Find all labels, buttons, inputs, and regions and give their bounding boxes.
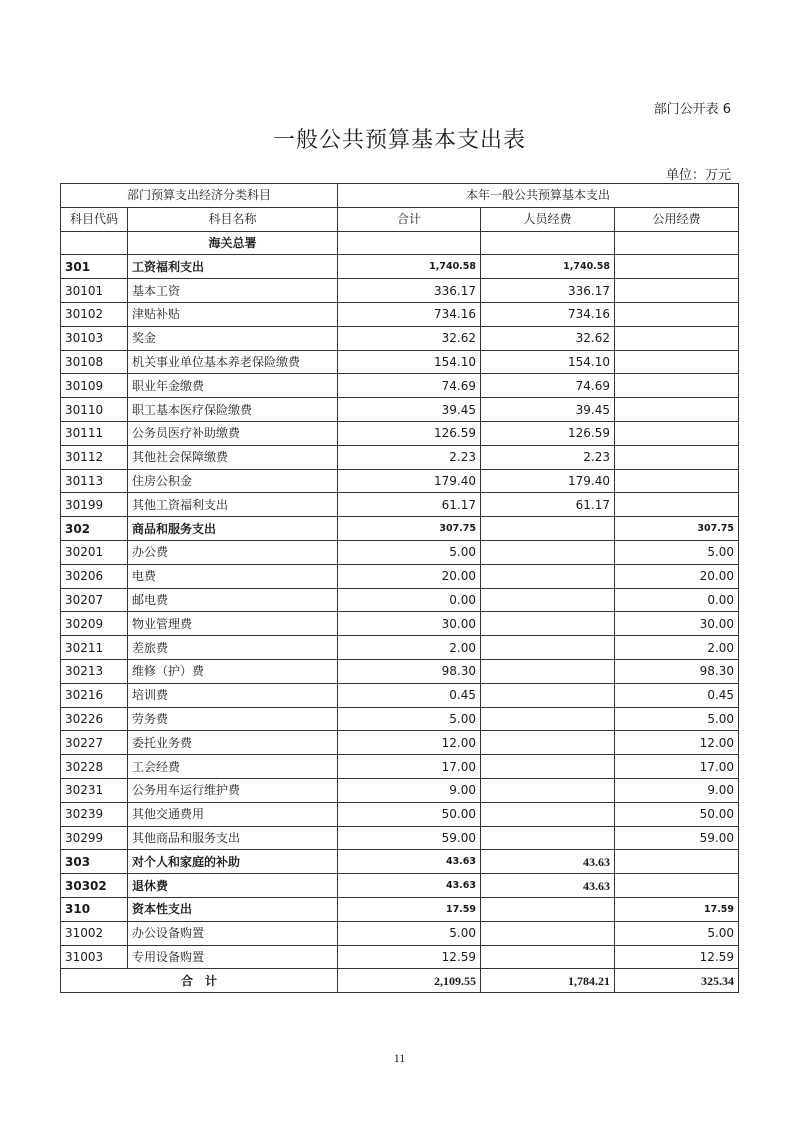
row-personnel	[481, 731, 615, 755]
row-name: 其他工资福利支出	[128, 493, 338, 517]
row-public	[615, 255, 739, 279]
row-personnel	[481, 921, 615, 945]
row-code: 30226	[61, 707, 128, 731]
row-code: 30103	[61, 326, 128, 350]
row-public: 0.45	[615, 683, 739, 707]
row-personnel	[481, 540, 615, 564]
row-name: 其他交通费用	[128, 802, 338, 826]
row-public: 12.00	[615, 731, 739, 755]
row-name: 奖金	[128, 326, 338, 350]
row-code: 302	[61, 517, 128, 541]
row-name: 津贴补贴	[128, 302, 338, 326]
row-personnel: 43.63	[481, 850, 615, 874]
row-name: 委托业务费	[128, 731, 338, 755]
table-row	[61, 326, 739, 350]
row-code: 30111	[61, 421, 128, 445]
row-code: 30201	[61, 540, 128, 564]
row-code: 31003	[61, 945, 128, 969]
table-row	[61, 350, 739, 374]
dept-code-cell	[61, 231, 128, 255]
row-personnel: 126.59	[481, 421, 615, 445]
row-public	[615, 493, 739, 517]
table-row	[61, 374, 739, 398]
table-row	[61, 802, 739, 826]
row-public	[615, 874, 739, 898]
row-name: 住房公积金	[128, 469, 338, 493]
row-personnel	[481, 826, 615, 850]
total-sum: 2,109.55	[338, 969, 481, 993]
row-total: 179.40	[338, 469, 481, 493]
header-group-row	[61, 184, 739, 208]
row-total: 32.62	[338, 326, 481, 350]
header-personnel: 人员经费	[481, 207, 615, 231]
table-row	[61, 826, 739, 850]
row-total: 0.45	[338, 683, 481, 707]
unit-label: 单位：万元	[665, 168, 731, 183]
header-column-row	[61, 207, 739, 231]
row-code: 301	[61, 255, 128, 279]
row-total: 50.00	[338, 802, 481, 826]
row-public	[615, 279, 739, 303]
table-row	[61, 731, 739, 755]
row-code: 30108	[61, 350, 128, 374]
row-total: 39.45	[338, 398, 481, 422]
row-name: 退休费	[128, 874, 338, 898]
row-personnel	[481, 659, 615, 683]
table-row	[61, 302, 739, 326]
row-public: 17.00	[615, 755, 739, 779]
dept-row	[61, 231, 739, 255]
row-public: 9.00	[615, 778, 739, 802]
row-public: 5.00	[615, 921, 739, 945]
row-code: 30228	[61, 755, 128, 779]
row-personnel	[481, 707, 615, 731]
header-code: 科目代码	[61, 207, 128, 231]
row-name: 公务用车运行维护费	[128, 778, 338, 802]
row-personnel: 336.17	[481, 279, 615, 303]
table-row	[61, 588, 739, 612]
row-public	[615, 350, 739, 374]
row-code: 30207	[61, 588, 128, 612]
row-public	[615, 398, 739, 422]
dept-total-cell	[338, 231, 481, 255]
row-total: 5.00	[338, 707, 481, 731]
row-code: 30112	[61, 445, 128, 469]
row-code: 303	[61, 850, 128, 874]
page-number: 11	[393, 1051, 406, 1065]
table-row	[61, 517, 739, 541]
row-code: 30113	[61, 469, 128, 493]
header-total: 合计	[338, 207, 481, 231]
row-personnel: 734.16	[481, 302, 615, 326]
row-total: 43.63	[338, 874, 481, 898]
row-personnel: 2.23	[481, 445, 615, 469]
row-total: 12.00	[338, 731, 481, 755]
row-personnel	[481, 778, 615, 802]
row-public: 12.59	[615, 945, 739, 969]
header-name: 科目名称	[128, 207, 338, 231]
row-total: 17.59	[338, 897, 481, 921]
row-name: 工会经费	[128, 755, 338, 779]
row-total: 12.59	[338, 945, 481, 969]
row-code: 30213	[61, 659, 128, 683]
row-personnel	[481, 683, 615, 707]
row-total: 59.00	[338, 826, 481, 850]
row-total: 17.00	[338, 755, 481, 779]
table-row	[61, 707, 739, 731]
row-total: 43.63	[338, 850, 481, 874]
table-row	[61, 850, 739, 874]
row-public: 0.00	[615, 588, 739, 612]
row-name: 电费	[128, 564, 338, 588]
table-row	[61, 612, 739, 636]
row-public	[615, 445, 739, 469]
row-total: 74.69	[338, 374, 481, 398]
total-public: 325.34	[615, 969, 739, 993]
row-public: 5.00	[615, 707, 739, 731]
dept-personnel-cell	[481, 231, 615, 255]
row-personnel	[481, 897, 615, 921]
table-row	[61, 921, 739, 945]
table-row	[61, 493, 739, 517]
table-row	[61, 778, 739, 802]
row-name: 商品和服务支出	[128, 517, 338, 541]
row-public: 50.00	[615, 802, 739, 826]
row-personnel: 154.10	[481, 350, 615, 374]
row-public	[615, 850, 739, 874]
row-total: 30.00	[338, 612, 481, 636]
row-code: 30211	[61, 636, 128, 660]
dept-name: 海关总署	[128, 231, 338, 255]
row-total: 5.00	[338, 540, 481, 564]
row-personnel: 39.45	[481, 398, 615, 422]
row-name: 职业年金缴费	[128, 374, 338, 398]
form-number: 部门公开表 6	[653, 102, 731, 117]
header-public: 公用经费	[615, 207, 739, 231]
table-row	[61, 445, 739, 469]
row-personnel	[481, 612, 615, 636]
row-name: 公务员医疗补助缴费	[128, 421, 338, 445]
row-code: 30299	[61, 826, 128, 850]
row-total: 0.00	[338, 588, 481, 612]
table-row	[61, 279, 739, 303]
row-code: 30110	[61, 398, 128, 422]
row-personnel	[481, 588, 615, 612]
table-row	[61, 945, 739, 969]
row-total: 734.16	[338, 302, 481, 326]
row-total: 336.17	[338, 279, 481, 303]
row-total: 126.59	[338, 421, 481, 445]
table-row	[61, 540, 739, 564]
total-personnel: 1,784.21	[481, 969, 615, 993]
row-name: 职工基本医疗保险缴费	[128, 398, 338, 422]
table-row	[61, 255, 739, 279]
row-code: 30231	[61, 778, 128, 802]
row-total: 61.17	[338, 493, 481, 517]
row-public	[615, 374, 739, 398]
row-public	[615, 421, 739, 445]
row-total: 307.75	[338, 517, 481, 541]
row-total: 9.00	[338, 778, 481, 802]
row-code: 30209	[61, 612, 128, 636]
total-label: 合 计	[61, 969, 338, 993]
row-personnel	[481, 945, 615, 969]
table-row	[61, 874, 739, 898]
table-row	[61, 469, 739, 493]
row-code: 30206	[61, 564, 128, 588]
row-public: 20.00	[615, 564, 739, 588]
row-name: 资本性支出	[128, 897, 338, 921]
row-public: 30.00	[615, 612, 739, 636]
row-public	[615, 469, 739, 493]
row-public	[615, 326, 739, 350]
row-public: 2.00	[615, 636, 739, 660]
row-personnel: 43.63	[481, 874, 615, 898]
row-total: 5.00	[338, 921, 481, 945]
row-total: 2.00	[338, 636, 481, 660]
row-personnel: 74.69	[481, 374, 615, 398]
table-row	[61, 755, 739, 779]
row-code: 30101	[61, 279, 128, 303]
row-code: 30199	[61, 493, 128, 517]
row-code: 30216	[61, 683, 128, 707]
row-personnel: 32.62	[481, 326, 615, 350]
row-code: 30302	[61, 874, 128, 898]
dept-public-cell	[615, 231, 739, 255]
total-row	[61, 969, 739, 993]
row-name: 邮电费	[128, 588, 338, 612]
row-name: 其他社会保障缴费	[128, 445, 338, 469]
row-name: 劳务费	[128, 707, 338, 731]
table-row	[61, 421, 739, 445]
row-personnel	[481, 564, 615, 588]
row-personnel	[481, 517, 615, 541]
budget-table	[60, 183, 739, 993]
table-row	[61, 636, 739, 660]
row-personnel	[481, 802, 615, 826]
row-personnel: 179.40	[481, 469, 615, 493]
row-personnel	[481, 636, 615, 660]
row-name: 差旅费	[128, 636, 338, 660]
row-name: 基本工资	[128, 279, 338, 303]
row-name: 维修（护）费	[128, 659, 338, 683]
row-personnel	[481, 755, 615, 779]
table-row	[61, 564, 739, 588]
row-total: 154.10	[338, 350, 481, 374]
row-total: 1,740.58	[338, 255, 481, 279]
row-public	[615, 302, 739, 326]
row-name: 办公费	[128, 540, 338, 564]
row-total: 20.00	[338, 564, 481, 588]
row-name: 机关事业单位基本养老保险缴费	[128, 350, 338, 374]
row-code: 31002	[61, 921, 128, 945]
header-group-right: 本年一般公共预算基本支出	[338, 184, 739, 208]
row-code: 30109	[61, 374, 128, 398]
row-code: 310	[61, 897, 128, 921]
row-total: 2.23	[338, 445, 481, 469]
row-personnel: 61.17	[481, 493, 615, 517]
page-title: 一般公共预算基本支出表	[272, 128, 526, 153]
row-code: 30239	[61, 802, 128, 826]
row-name: 培训费	[128, 683, 338, 707]
table-row	[61, 683, 739, 707]
row-name: 办公设备购置	[128, 921, 338, 945]
row-code: 30102	[61, 302, 128, 326]
row-name: 对个人和家庭的补助	[128, 850, 338, 874]
table-row	[61, 897, 739, 921]
row-public: 307.75	[615, 517, 739, 541]
row-name: 工资福利支出	[128, 255, 338, 279]
header-group-left: 部门预算支出经济分类科目	[61, 184, 338, 208]
row-public: 59.00	[615, 826, 739, 850]
row-code: 30227	[61, 731, 128, 755]
row-total: 98.30	[338, 659, 481, 683]
row-name: 物业管理费	[128, 612, 338, 636]
table-row	[61, 398, 739, 422]
row-personnel: 1,740.58	[481, 255, 615, 279]
row-public: 17.59	[615, 897, 739, 921]
row-name: 专用设备购置	[128, 945, 338, 969]
row-name: 其他商品和服务支出	[128, 826, 338, 850]
row-public: 5.00	[615, 540, 739, 564]
row-public: 98.30	[615, 659, 739, 683]
table-row	[61, 659, 739, 683]
